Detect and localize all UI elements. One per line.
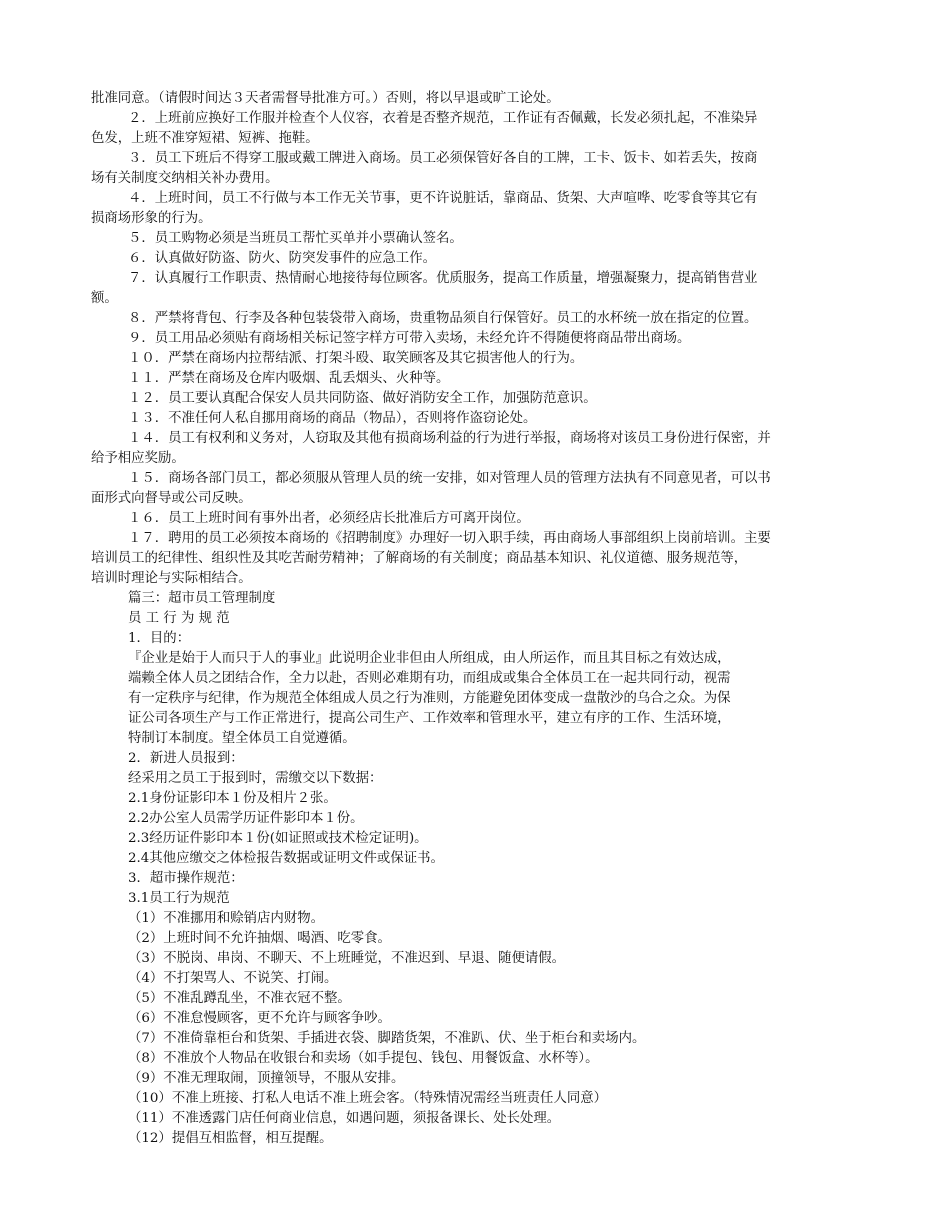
text-line: ４．上班时间，员工不行做与本工作无关节事，更不许说脏话，靠商品、货架、大声喧哗、吃零食等其它有 [128, 191, 758, 206]
text-line: 2.4其他应缴交之体检报告数据或证明文件或保证书。 [128, 851, 444, 866]
text-line: 培训员工的纪律性、组织性及其吃苦耐劳精神；了解商场的有关制度；商品基本知识、礼仪道德、服务规范等， [91, 551, 748, 566]
list-item: （7）不准倚靠柜台和货架、手插进衣袋、脚踏货架，不准趴、伏、坐于柜台和卖场内。 [128, 1031, 646, 1046]
list-item: （4）不打架骂人、不说笑、打闹。 [128, 971, 338, 986]
text-line: 经采用之员工于报到时，需缴交以下数据： [128, 771, 383, 786]
list-item: （3）不脱岗、串岗、不聊天、不上班睡觉，不准迟到、早退、随便请假。 [128, 951, 566, 966]
list-item: （6）不准怠慢顾客，更不允许与顾客争吵。 [128, 1011, 391, 1026]
text-line: ８．严禁将背包、行李及各种包装袋带入商场，贵重物品须自行保管好。员工的水杯统一放在指定的位置。 [128, 311, 758, 326]
list-item: （9）不准无理取闹，顶撞领导，不服从安排。 [128, 1071, 405, 1086]
text-line: 培训时理论与实际相结合。 [91, 571, 252, 586]
text-line: 1．目的： [128, 631, 191, 646]
list-item: （1）不准挪用和赊销店内财物。 [128, 911, 324, 926]
text-line: ５．员工购物必须是当班员工帮忙买单并小票确认签名。 [128, 231, 463, 246]
list-item: （8）不准放个人物品在收银台和卖场（如手提包、钱包、用餐饭盒、水杯等）。 [128, 1051, 599, 1066]
text-line: ３．员工下班后不得穿工服或戴工牌进入商场。员工必须保管好各自的工牌，工卡、饭卡、如若丢失，按商 [128, 151, 758, 166]
text-line: 批准同意。（请假时间达３天者需督导批准方可。）否则，将以早退或旷工论处。 [91, 91, 560, 106]
text-line: 3．超市操作规范： [128, 871, 244, 886]
text-line: 损商场形象的行为。 [91, 211, 212, 226]
text-line: ９．员工用品必须贴有商场相关标记签字样方可带入卖场，未经允许不得随便将商品带出商场。 [128, 331, 691, 346]
list-item: （2）上班时间不允许抽烟、喝酒、吃零食。 [128, 931, 391, 946]
text-line: 给予相应奖励。 [91, 451, 185, 466]
text-line: 特制订本制度。望全体员工自觉遵循。 [128, 731, 356, 746]
text-line: ７．认真履行工作职责、热情耐心地接待每位顾客。优质服务，提高工作质量，增强凝聚力，提高销售营业 [128, 271, 758, 286]
text-line: １２．员工要认真配合保安人员共同防盗、做好消防安全工作，加强防范意识。 [128, 391, 597, 406]
text-line: ２．上班前应换好工作服并检查个人仪容，衣着是否整齐规范，工作证有否佩戴，长发必须扎起，不准染异 [128, 111, 758, 126]
list-item: （5）不准乱蹲乱坐，不准衣冠不整。 [128, 991, 351, 1006]
text-line: 2．新进人员报到： [128, 751, 244, 766]
text-line: 面形式向督导或公司反映。 [91, 491, 252, 506]
text-line: 『企业是始于人而只于人的事业』此说明企业非但由人所组成，由人所运作，而且其目标之有效达成， [128, 651, 731, 666]
text-line: 额。 [91, 291, 118, 306]
text-line: １０．严禁在商场内拉帮结派、打架斗殴、取笑顾客及其它损害他人的行为。 [128, 351, 584, 366]
list-item: （11）不准透露门店任何商业信息，如遇问题，须报备课长、处长处理。 [128, 1111, 561, 1126]
section-heading: 员 工 行 为 规 范 [128, 611, 230, 626]
section-heading: 篇三：超市员工管理制度 [128, 591, 276, 606]
text-line: ６．认真做好防盗、防火、防突发事件的应急工作。 [128, 251, 436, 266]
text-line: 证公司各项生产与工作正常进行，提高公司生产、工作效率和管理水平，建立有序的工作、生活环境， [128, 711, 731, 726]
text-line: １４．员工有权利和义务对，人窃取及其他有损商场利益的行为进行举报，商场将对该员工身份进行保密，并 [128, 431, 771, 446]
text-line: １６．员工上班时间有事外出者，必须经店长批准后方可离开岗位。 [128, 511, 530, 526]
text-line: 有一定秩序与纪律，作为规范全体组成人员之行为准则，方能避免团体变成一盘散沙的乌合之众。为保 [128, 691, 731, 706]
text-line: 2.3经历证件影印本１份(如证照或技术检定证明)。 [128, 831, 428, 846]
text-line: １３．不准任何人私自挪用商场的商品（物品），否则将作盗窃论处。 [128, 411, 537, 426]
text-line: １５．商场各部门员工，都必须服从管理人员的统一安排，如对管理人员的管理方法执有不同意见者，可以书 [128, 471, 771, 486]
list-item: （10）不准上班接、打私人电话不准上班会客。（特殊情况需经当班责任人同意） [128, 1091, 608, 1106]
text-line: 2.1身份证影印本１份及相片２张。 [128, 791, 337, 806]
text-line: 端赖全体人员之团结合作，全力以赴，否则必难期有功，而组成或集合全体员工在一起共同行动，视需 [128, 671, 731, 686]
text-line: １１．严禁在商场及仓库内吸烟、乱丢烟头、火种等。 [128, 371, 450, 386]
list-item: （12）提倡互相监督，相互提醒。 [128, 1131, 333, 1146]
text-line: 场有关制度交纳相关补办费用。 [91, 171, 279, 186]
text-line: 色发，上班不准穿短裙、短裤、拖鞋。 [91, 131, 319, 146]
text-line: 2.2办公室人员需学历证件影印本１份。 [128, 811, 364, 826]
text-line: １７．聘用的员工必须按本商场的《招聘制度》办理好一切入职手续，再由商场人事部组织上岗前培训。主要 [128, 531, 771, 546]
text-line: 3.1员工行为规范 [128, 891, 230, 906]
